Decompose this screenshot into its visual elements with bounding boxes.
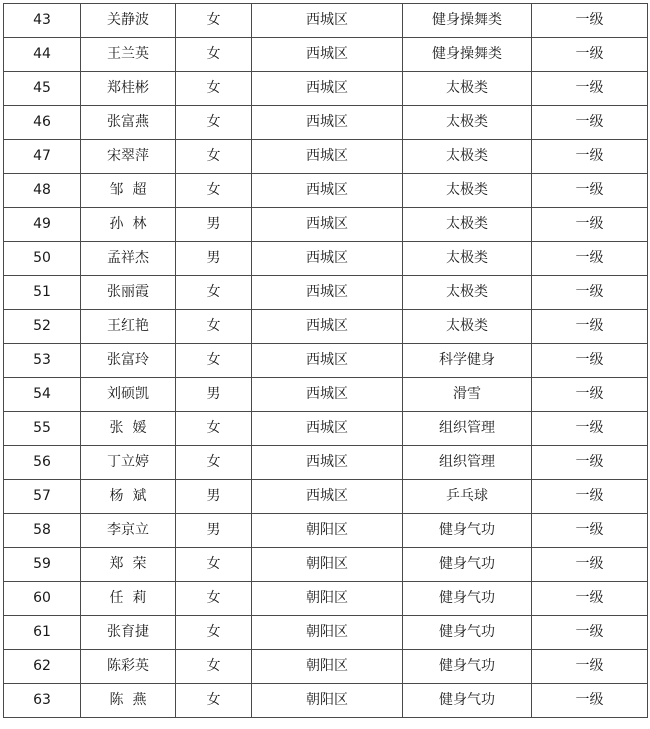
cell-gender: 女 bbox=[176, 106, 252, 140]
table-row bbox=[4, 72, 648, 106]
table-row bbox=[4, 174, 648, 208]
cell-category: 太极类 bbox=[403, 106, 532, 140]
cell-category: 组织管理 bbox=[403, 412, 532, 446]
cell-name: 关静波 bbox=[81, 4, 176, 38]
cell-district: 西城区 bbox=[252, 4, 403, 38]
cell-number: 55 bbox=[4, 412, 81, 446]
cell-number: 43 bbox=[4, 4, 81, 38]
cell-gender: 女 bbox=[176, 344, 252, 378]
cell-gender: 女 bbox=[176, 4, 252, 38]
cell-gender: 女 bbox=[176, 412, 252, 446]
cell-level: 一级 bbox=[532, 514, 648, 548]
table-row bbox=[4, 310, 648, 344]
cell-category: 健身气功 bbox=[403, 582, 532, 616]
cell-level: 一级 bbox=[532, 310, 648, 344]
cell-name: 杨 斌 bbox=[81, 480, 176, 514]
cell-gender: 女 bbox=[176, 616, 252, 650]
cell-number: 48 bbox=[4, 174, 81, 208]
cell-category: 太极类 bbox=[403, 72, 532, 106]
cell-category: 健身操舞类 bbox=[403, 4, 532, 38]
cell-level: 一级 bbox=[532, 140, 648, 174]
cell-category: 太极类 bbox=[403, 276, 532, 310]
cell-name: 张育捷 bbox=[81, 616, 176, 650]
cell-gender: 女 bbox=[176, 446, 252, 480]
cell-level: 一级 bbox=[532, 684, 648, 718]
table-row bbox=[4, 38, 648, 72]
cell-name: 丁立婷 bbox=[81, 446, 176, 480]
cell-gender: 女 bbox=[176, 140, 252, 174]
cell-name: 郑桂彬 bbox=[81, 72, 176, 106]
cell-name: 孙 林 bbox=[81, 208, 176, 242]
cell-gender: 女 bbox=[176, 582, 252, 616]
cell-number: 51 bbox=[4, 276, 81, 310]
cell-gender: 女 bbox=[176, 310, 252, 344]
cell-level: 一级 bbox=[532, 446, 648, 480]
cell-number: 60 bbox=[4, 582, 81, 616]
cell-number: 52 bbox=[4, 310, 81, 344]
cell-number: 58 bbox=[4, 514, 81, 548]
cell-gender: 女 bbox=[176, 684, 252, 718]
cell-gender: 男 bbox=[176, 242, 252, 276]
cell-name: 孟祥杰 bbox=[81, 242, 176, 276]
cell-level: 一级 bbox=[532, 378, 648, 412]
cell-level: 一级 bbox=[532, 72, 648, 106]
cell-number: 44 bbox=[4, 38, 81, 72]
cell-level: 一级 bbox=[532, 480, 648, 514]
cell-district: 西城区 bbox=[252, 174, 403, 208]
cell-district: 西城区 bbox=[252, 276, 403, 310]
table-row bbox=[4, 650, 648, 684]
cell-name: 任 莉 bbox=[81, 582, 176, 616]
cell-name: 王红艳 bbox=[81, 310, 176, 344]
cell-number: 63 bbox=[4, 684, 81, 718]
cell-category: 太极类 bbox=[403, 140, 532, 174]
cell-number: 45 bbox=[4, 72, 81, 106]
table-row bbox=[4, 276, 648, 310]
cell-number: 54 bbox=[4, 378, 81, 412]
cell-name: 陈 燕 bbox=[81, 684, 176, 718]
cell-name: 张 媛 bbox=[81, 412, 176, 446]
cell-category: 科学健身 bbox=[403, 344, 532, 378]
cell-district: 西城区 bbox=[252, 480, 403, 514]
cell-number: 46 bbox=[4, 106, 81, 140]
table-row bbox=[4, 4, 648, 38]
cell-category: 健身气功 bbox=[403, 684, 532, 718]
cell-number: 57 bbox=[4, 480, 81, 514]
cell-district: 西城区 bbox=[252, 242, 403, 276]
cell-level: 一级 bbox=[532, 4, 648, 38]
cell-district: 西城区 bbox=[252, 38, 403, 72]
table-row bbox=[4, 480, 648, 514]
table-row bbox=[4, 412, 648, 446]
cell-category: 健身气功 bbox=[403, 548, 532, 582]
cell-district: 朝阳区 bbox=[252, 684, 403, 718]
cell-number: 59 bbox=[4, 548, 81, 582]
cell-number: 62 bbox=[4, 650, 81, 684]
cell-gender: 男 bbox=[176, 514, 252, 548]
cell-name: 郑 荣 bbox=[81, 548, 176, 582]
table-row bbox=[4, 446, 648, 480]
cell-district: 朝阳区 bbox=[252, 616, 403, 650]
cell-number: 53 bbox=[4, 344, 81, 378]
cell-category: 组织管理 bbox=[403, 446, 532, 480]
cell-gender: 女 bbox=[176, 38, 252, 72]
instructor-list-table bbox=[3, 3, 648, 718]
cell-category: 太极类 bbox=[403, 310, 532, 344]
cell-district: 西城区 bbox=[252, 310, 403, 344]
cell-category: 乒乓球 bbox=[403, 480, 532, 514]
cell-category: 健身气功 bbox=[403, 650, 532, 684]
cell-number: 56 bbox=[4, 446, 81, 480]
cell-district: 朝阳区 bbox=[252, 650, 403, 684]
cell-level: 一级 bbox=[532, 548, 648, 582]
table-row bbox=[4, 582, 648, 616]
cell-district: 西城区 bbox=[252, 378, 403, 412]
cell-district: 西城区 bbox=[252, 208, 403, 242]
cell-name: 陈彩英 bbox=[81, 650, 176, 684]
table-row bbox=[4, 548, 648, 582]
cell-level: 一级 bbox=[532, 276, 648, 310]
cell-district: 西城区 bbox=[252, 344, 403, 378]
cell-level: 一级 bbox=[532, 344, 648, 378]
cell-number: 61 bbox=[4, 616, 81, 650]
cell-district: 朝阳区 bbox=[252, 514, 403, 548]
cell-level: 一级 bbox=[532, 208, 648, 242]
table-body bbox=[4, 4, 648, 718]
cell-district: 西城区 bbox=[252, 446, 403, 480]
cell-name: 张富玲 bbox=[81, 344, 176, 378]
cell-district: 西城区 bbox=[252, 140, 403, 174]
cell-gender: 男 bbox=[176, 378, 252, 412]
cell-category: 太极类 bbox=[403, 174, 532, 208]
cell-name: 张丽霞 bbox=[81, 276, 176, 310]
cell-district: 西城区 bbox=[252, 412, 403, 446]
cell-name: 李京立 bbox=[81, 514, 176, 548]
table-row bbox=[4, 684, 648, 718]
cell-category: 健身气功 bbox=[403, 514, 532, 548]
cell-gender: 女 bbox=[176, 276, 252, 310]
cell-level: 一级 bbox=[532, 582, 648, 616]
table-row bbox=[4, 514, 648, 548]
cell-gender: 男 bbox=[176, 480, 252, 514]
cell-name: 张富燕 bbox=[81, 106, 176, 140]
table-row bbox=[4, 378, 648, 412]
cell-level: 一级 bbox=[532, 412, 648, 446]
cell-level: 一级 bbox=[532, 616, 648, 650]
cell-level: 一级 bbox=[532, 106, 648, 140]
cell-name: 宋翠萍 bbox=[81, 140, 176, 174]
cell-gender: 女 bbox=[176, 174, 252, 208]
cell-level: 一级 bbox=[532, 174, 648, 208]
cell-category: 滑雪 bbox=[403, 378, 532, 412]
cell-number: 50 bbox=[4, 242, 81, 276]
cell-category: 太极类 bbox=[403, 208, 532, 242]
table-row bbox=[4, 344, 648, 378]
cell-gender: 女 bbox=[176, 72, 252, 106]
cell-category: 健身气功 bbox=[403, 616, 532, 650]
table-row bbox=[4, 616, 648, 650]
cell-name: 王兰英 bbox=[81, 38, 176, 72]
cell-district: 西城区 bbox=[252, 106, 403, 140]
cell-district: 朝阳区 bbox=[252, 548, 403, 582]
cell-category: 健身操舞类 bbox=[403, 38, 532, 72]
cell-gender: 女 bbox=[176, 548, 252, 582]
cell-district: 朝阳区 bbox=[252, 582, 403, 616]
table-row bbox=[4, 140, 648, 174]
table-row bbox=[4, 106, 648, 140]
table-row bbox=[4, 242, 648, 276]
cell-gender: 男 bbox=[176, 208, 252, 242]
cell-level: 一级 bbox=[532, 38, 648, 72]
cell-gender: 女 bbox=[176, 650, 252, 684]
table-row bbox=[4, 208, 648, 242]
cell-number: 49 bbox=[4, 208, 81, 242]
cell-category: 太极类 bbox=[403, 242, 532, 276]
cell-name: 邹 超 bbox=[81, 174, 176, 208]
cell-number: 47 bbox=[4, 140, 81, 174]
cell-district: 西城区 bbox=[252, 72, 403, 106]
cell-name: 刘硕凯 bbox=[81, 378, 176, 412]
cell-level: 一级 bbox=[532, 650, 648, 684]
cell-level: 一级 bbox=[532, 242, 648, 276]
